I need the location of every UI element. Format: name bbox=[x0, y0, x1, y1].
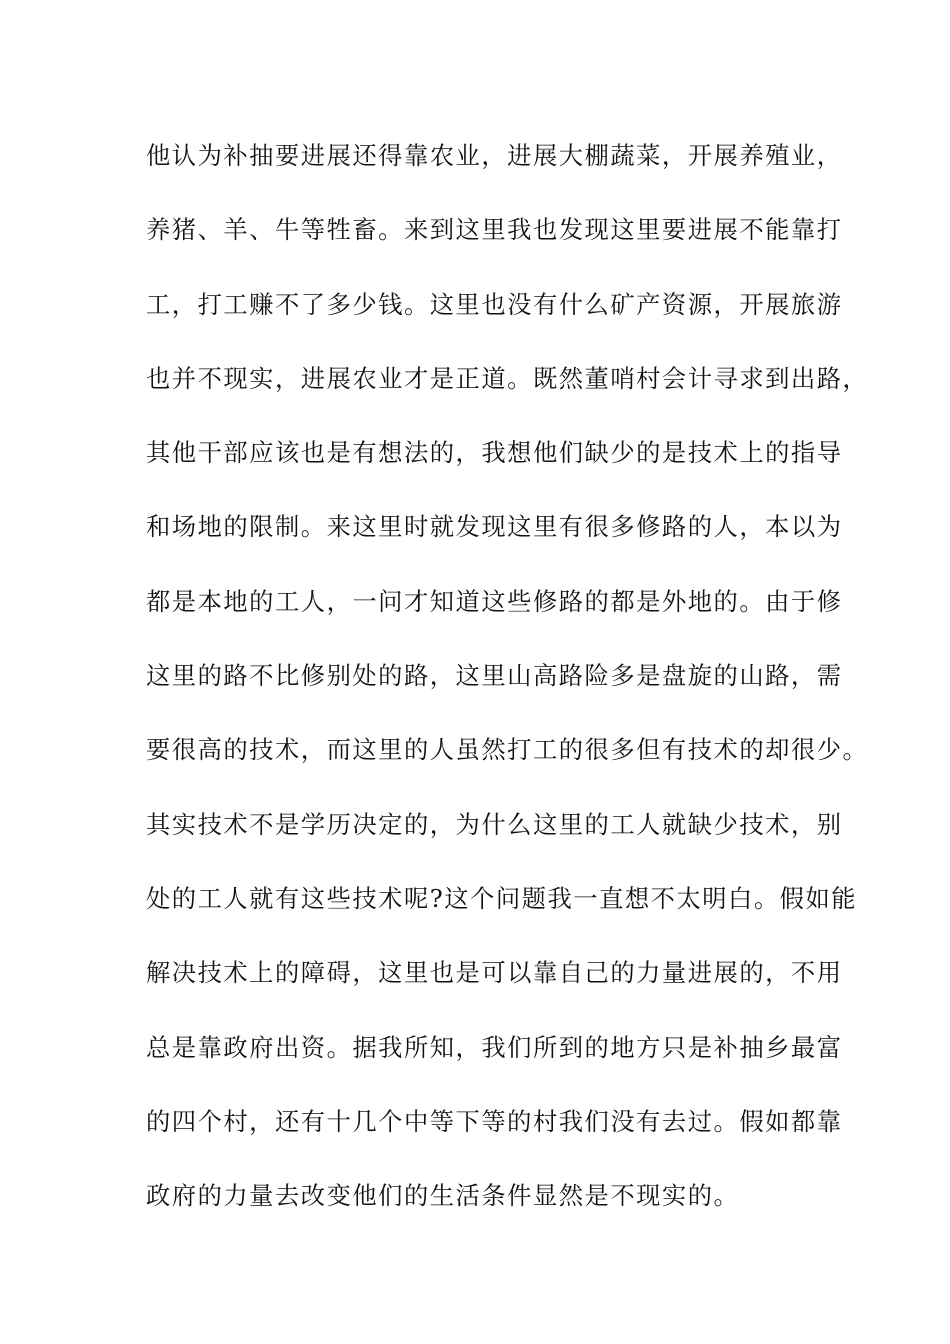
text-line: 总是靠政府出资。据我所知，我们所到的地方只是补抽乡最富 bbox=[146, 1032, 843, 1062]
text-line: 这里的路不比修别处的路，这里山高路险多是盘旋的山路，需 bbox=[146, 661, 843, 691]
text-line: 的四个村，还有十几个中等下等的村我们没有去过。假如都靠 bbox=[146, 1106, 843, 1136]
text-line: 其他干部应该也是有想法的，我想他们缺少的是技术上的指导 bbox=[146, 438, 843, 468]
text-line: 他认为补抽要进展还得靠农业，进展大棚蔬菜，开展养殖业， bbox=[146, 141, 843, 170]
text-line: 处的工人就有这些技术呢?这个问题我一直想不太明白。假如能 bbox=[146, 883, 858, 913]
text-line: 都是本地的工人，一问才知道这些修路的都是外地的。由于修 bbox=[146, 586, 843, 616]
text-line: 工，打工赚不了多少钱。这里也没有什么矿产资源，开展旅游 bbox=[146, 289, 843, 319]
text-line: 其实技术不是学历决定的，为什么这里的工人就缺少技术，别 bbox=[146, 809, 843, 839]
text-line: 要很高的技术，而这里的人虽然打工的很多但有技术的却很少。 bbox=[146, 735, 869, 765]
body-text bbox=[146, 134, 869, 1248]
text-line: 政府的力量去改变他们的生活条件显然是不现实的。 bbox=[146, 1181, 740, 1211]
text-line: 和场地的限制。来这里时就发现这里有很多修路的人，本以为 bbox=[146, 512, 843, 542]
text-line: 解决技术上的障碍，这里也是可以靠自己的力量进展的，不用 bbox=[146, 958, 843, 988]
text-line: 也并不现实，进展农业才是正道。既然董哨村会计寻求到出路， bbox=[146, 363, 869, 393]
text-line: 养猪、羊、牛等牲畜。来到这里我也发现这里要进展不能靠打 bbox=[146, 215, 843, 245]
